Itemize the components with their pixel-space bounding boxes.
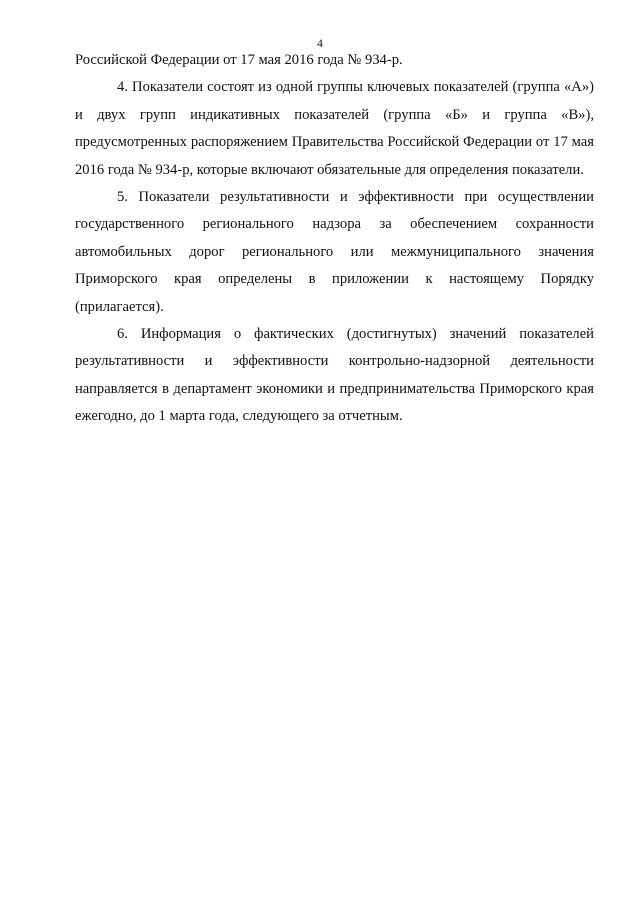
paragraph-4: 4. Показатели состоят из одной группы ключевых показателей (группа «А») и двух групп индикативных показателей (группа «Б» и группа «В»), предусмотренных распоряжением Правительства Российской Федерации от 17 мая 2016 года № 934-р, которые включают обязательные для определения показатели.: [75, 79, 594, 178]
document-body: [75, 47, 594, 431]
paragraph-continuation: Российской Федерации от 17 мая 2016 года № 934-р.: [75, 52, 403, 68]
paragraph-6: 6. Информация о фактических (достигнутых) значений показателей результативности и эффективности контрольно-надзорной деятельности направляется в департамент экономики и предпринимательства Приморского края ежегодно, до 1 марта года, следующего за отчетным.: [75, 326, 594, 425]
page-number: 4: [317, 38, 323, 50]
paragraph-5: 5. Показатели результативности и эффективности при осуществлении государственного регионального надзора за обеспечением сохранности автомобильных дорог регионального или межмуниципального значения Приморского края определены в приложении к настоящему Порядку (прилагается).: [75, 189, 594, 315]
